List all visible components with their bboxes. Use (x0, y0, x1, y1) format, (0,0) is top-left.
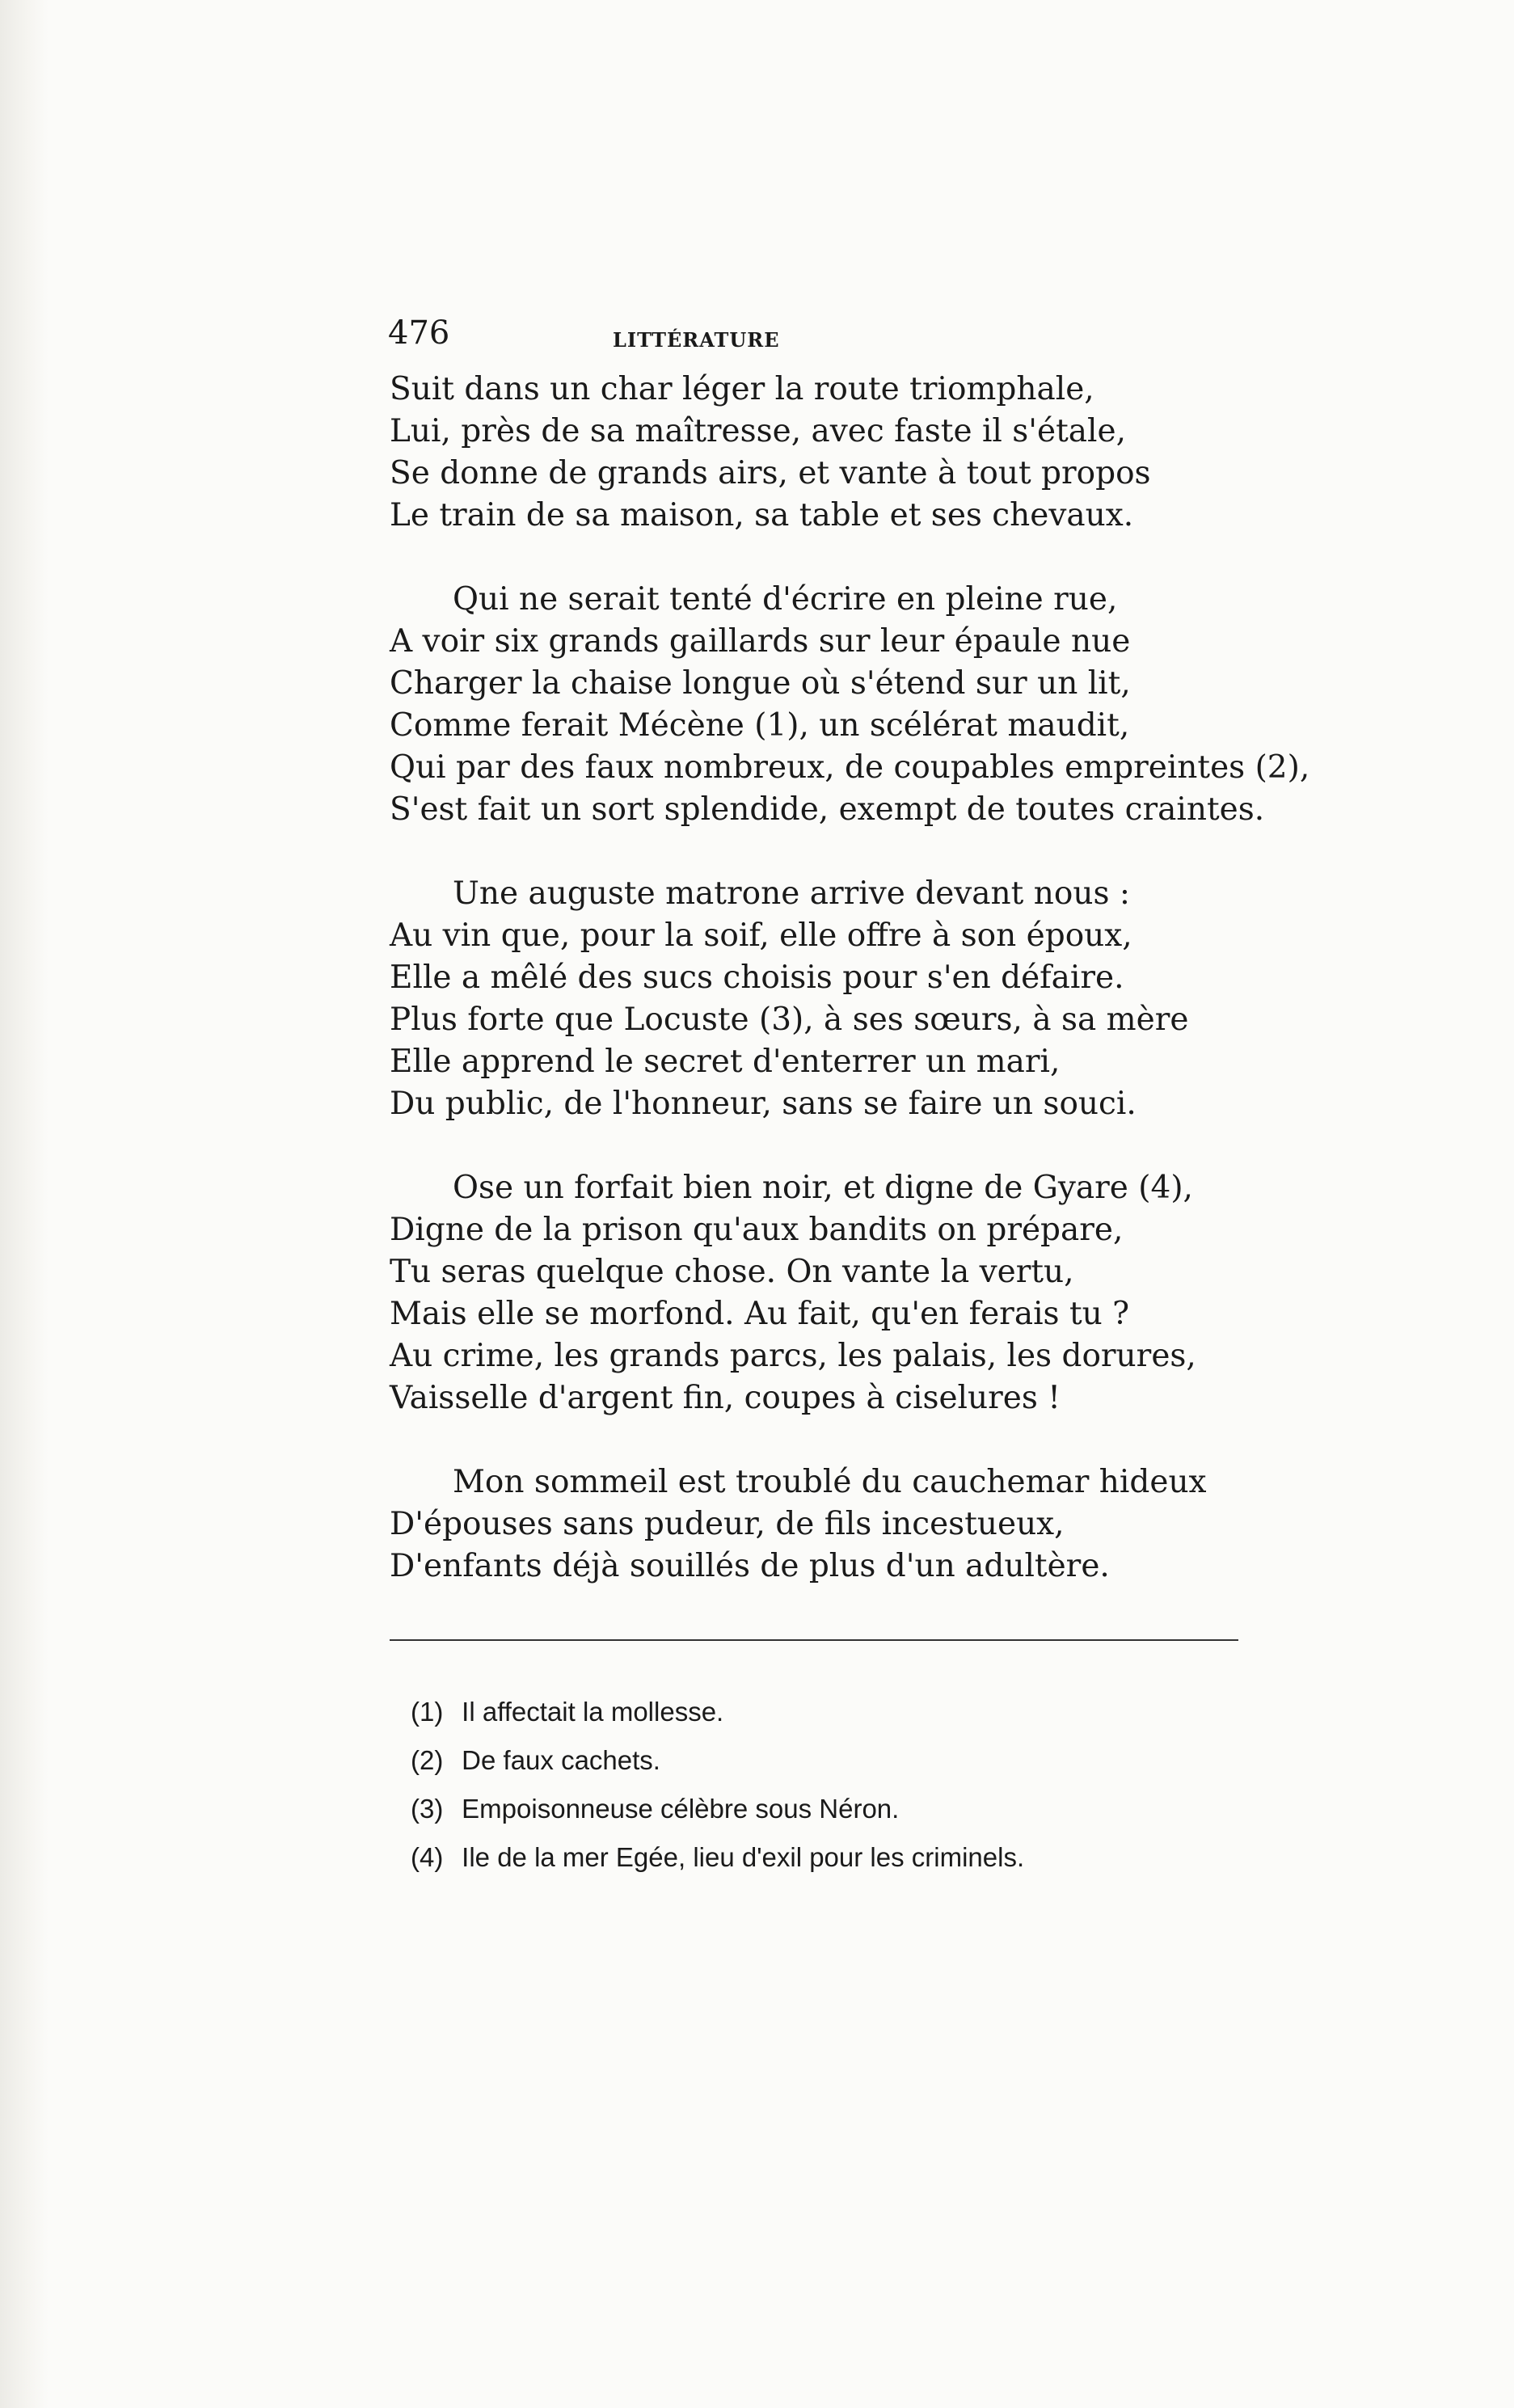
stanza-5 (390, 1461, 1287, 1588)
verse-line: Au vin que, pour la soif, elle offre à son époux, (390, 917, 1132, 954)
verse-line: Digne de la prison qu'aux bandits on prépare, (390, 1212, 1124, 1248)
verse-line: Suit dans un char léger la route triomphale, (390, 371, 1094, 407)
footnote-text: Empoisonneuse célèbre sous Néron. (462, 1794, 900, 1824)
verse-line: Du public, de l'honneur, sans se faire un souci. (390, 1086, 1137, 1122)
footnote-text: Il affectait la mollesse. (462, 1697, 724, 1727)
stanza-3 (390, 873, 1287, 1125)
footnote-2 (411, 1736, 1300, 1785)
verse-line: Au crime, les grands parcs, les palais, les dorures, (390, 1338, 1196, 1374)
footnote-text: Ile de la mer Egée, lieu d'exil pour les criminels. (462, 1842, 1025, 1872)
page-number: 476 (388, 314, 450, 352)
verse-line: Tu seras quelque chose. On vante la vertu, (390, 1254, 1074, 1290)
verse-line: Mon sommeil est troublé du cauchemar hideux (453, 1464, 1207, 1500)
verse-line: Qui par des faux nombreux, de coupables empreintes (2), (390, 749, 1310, 786)
stanza-4 (390, 1167, 1287, 1419)
verse-line: Elle apprend le secret d'enterrer un mari, (390, 1044, 1061, 1080)
poem-body (390, 369, 1310, 1630)
footnote-1 (411, 1688, 1300, 1736)
footnote-4 (411, 1833, 1300, 1882)
verse-line: Lui, près de sa maîtresse, avec faste il s'étale, (390, 413, 1126, 449)
stanza-1 (390, 369, 1287, 537)
footnote-mark: (4) (411, 1842, 444, 1872)
footnotes (411, 1688, 1300, 1882)
footnote-3 (411, 1785, 1300, 1833)
verse-line: S'est fait un sort splendide, exempt de toutes craintes. (390, 791, 1265, 828)
verse-line: Mais elle se morfond. Au fait, qu'en ferais tu ? (390, 1296, 1130, 1332)
verse-line: Vaisselle d'argent fin, coupes à ciselures ! (390, 1380, 1061, 1416)
verse-line: Charger la chaise longue où s'étend sur un lit, (390, 665, 1131, 702)
footnote-text: De faux cachets. (462, 1745, 660, 1775)
footnote-mark: (2) (411, 1745, 444, 1775)
footnote-mark: (3) (411, 1794, 444, 1824)
verse-line: Se donne de grands airs, et vante à tout propos (390, 455, 1151, 491)
verse-line: A voir six grands gaillards sur leur épaule nue (390, 623, 1131, 660)
verse-line: Le train de sa maison, sa table et ses chevaux. (390, 497, 1134, 533)
footnote-mark: (1) (411, 1697, 444, 1727)
verse-line: D'épouses sans pudeur, de fils incestueux, (390, 1506, 1065, 1542)
verse-line: Elle a mêlé des sucs choisis pour s'en défaire. (390, 959, 1124, 996)
footnote-separator (390, 1639, 1238, 1641)
verse-line: Qui ne serait tenté d'écrire en pleine rue, (453, 581, 1118, 618)
page-edge-shadow (0, 0, 48, 2408)
verse-line: Ose un forfait bien noir, et digne de Gyare (4), (453, 1170, 1193, 1206)
running-title: LITTÉRATURE (613, 328, 780, 352)
stanza-2 (390, 579, 1310, 831)
verse-line: Comme ferait Mécène (1), un scélérat maudit, (390, 707, 1130, 744)
page-header (388, 314, 905, 365)
verse-line: Une auguste matrone arrive devant nous : (453, 875, 1131, 912)
verse-line: D'enfants déjà souillés de plus d'un adultère. (390, 1548, 1110, 1584)
verse-line: Plus forte que Locuste (3), à ses sœurs, à sa mère (390, 1002, 1189, 1038)
